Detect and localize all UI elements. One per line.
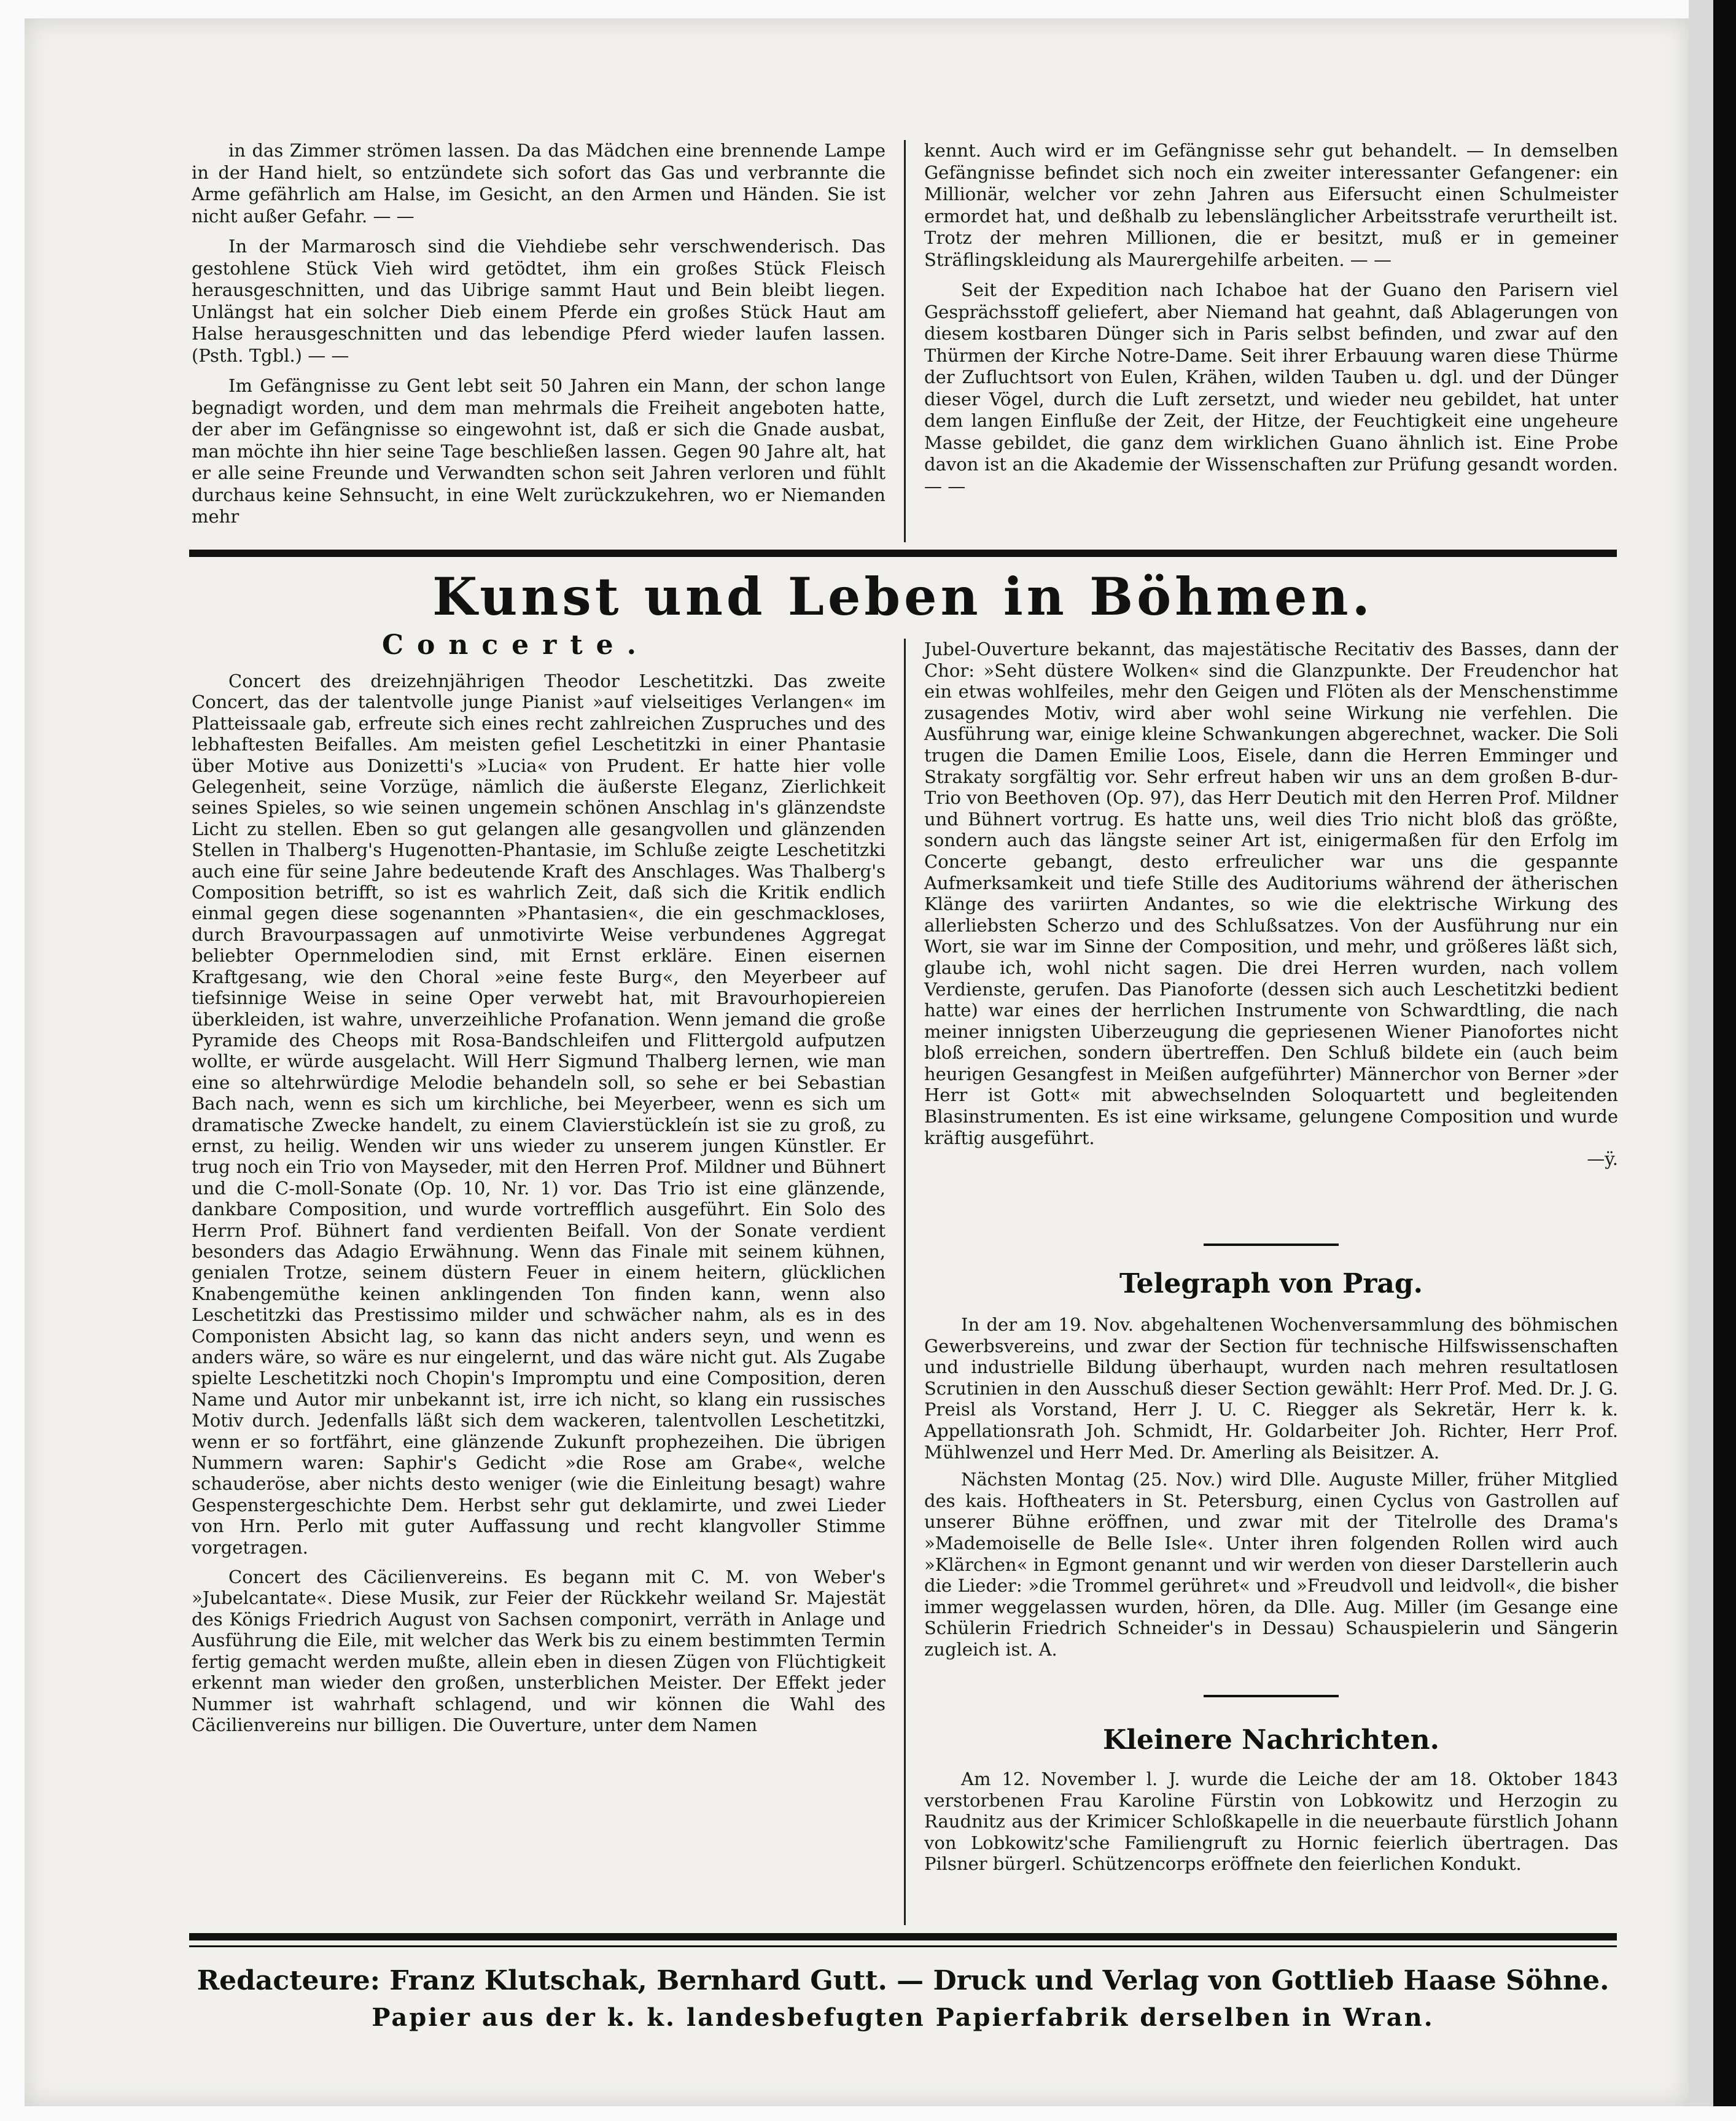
footer-divider-thin — [189, 1945, 1617, 1947]
footer-divider — [189, 1933, 1617, 1940]
kleinere-column — [924, 1769, 1618, 1881]
telegraph-title: Telegraph von Prag. — [1119, 1268, 1423, 1299]
section-divider — [189, 550, 1617, 557]
article-paragraph: Concert des Cäcilienvereins. Es begann mit C. M. von Weber's »Jubelcantate«. Diese Musik, zur Feier der Rückkehr weiland Sr. Majestät des Königs Friedrich August von Sachsen componirt, verräth in Anlage und Ausführung die Eile, mit welcher das Werk bis zu einem bestimmten Termin fertig gemacht werden mußte, allein eben in diesen Zügen von Flüchtigkeit erkennt man wieder den großen, unsterblichen Meister. Der Effekt jeder Nummer ist wahrhaft schlagend, und wir können die Wahl des Cäcilienvereins nur billigen. Die Ouverture, unter dem Namen — [192, 1566, 886, 1735]
article-paragraph: In der am 19. Nov. abgehaltenen Wochenversammlung des böhmischen Gewerbsvereins, und zwar der Section für technische Hilfswissenschaften und industrielle Bildung überhaupt, wurden nach mehren resultatlosen Scrutinien in den Ausschuß dieser Section gewählt: Herr Prof. Med. Dr. J. G. Preisl als Vorstand, Herr J. U. C. Riegger als Sekretär, Herr k. k. Appellationsrath Joh. Schmidt, Hr. Goldarbeiter Joh. Richter, Herr Prof. Mühlwenzel und Herr Med. Dr. Amerling als Beisitzer. A. — [924, 1314, 1618, 1463]
top-left-column — [192, 140, 886, 537]
article-paragraph: Nächsten Montag (25. Nov.) wird Dlle. Auguste Miller, früher Mitglied des kais. Hoftheaters in St. Petersburg, einen Cyclus von Gastrollen auf unserer Bühne eröffnen, und zwar mit der Titelrolle des Drama's »Mademoiselle de Belle Isle«. Unter ihren folgenden Rollen wird auch »Klärchen« in Egmont genannt und wir werden von dieser Darstellerin auch die Lieder: »die Trommel gerühret« und »Freudvoll und leidvoll«, die bisher immer weggelassen wurden, hören, da Dlle. Aug. Miller (im Gesange eine Schülerin Friedrich Schneider's in Dessau) Schauspielerin und Sängerin zugleich ist. A. — [924, 1469, 1618, 1660]
kleinere-title: Kleinere Nachrichten. — [1103, 1724, 1439, 1756]
scan-border-bottom — [0, 2106, 1736, 2121]
scan-border-top — [0, 0, 1713, 18]
article-paragraph: In der Marmarosch sind die Viehdiebe sehr verschwenderisch. Das gestohlene Stück Vieh wird getödtet, ihm ein großes Stück Fleisch herausgeschnitten, und das Uibrige sammt Haut und Bein bleibt liegen. Unlängst hat ein solcher Dieb einem Pferde ein großes Stück Haut am Halse herausgeschnitten und das lebendige Pferd wieder laufen lassen. (Psth. Tgbl.) — — — [192, 236, 886, 366]
scan-border-left — [0, 0, 25, 2121]
article-paragraph: Jubel-Ouverture bekannt, das majestätische Recitativ des Basses, dann der Chor: »Seht düstere Wolken« sind die Glanzpunkte. Der Freudenchor hat ein etwas wohlfeiles, mehr den Geigen und Flöten als der Menschenstimme zusagendes Motiv, wird aber wohl seine Wirkung nie verfehlen. Die Ausführung war, einige kleine Schwankungen abgerechnet, wacker. Die Soli trugen die Damen Emilie Loos, Eisele, dann die Herren Emminger und Strakaty sorgfältig vor. Sehr erfreut haben wir uns an dem großen B-dur-Trio von Beethoven (Op. 97), das Herr Deutich mit den Herren Prof. Mildner und Bühnert vortrug. Es hatte uns, weil dies Trio nicht bloß das größte, sondern auch das längste seiner Art ist, einigermaßen für den Erfolg im Concerte gebangt, desto erfreulicher war uns die gespannte Aufmerksamkeit und tiefe Stille des Auditoriums während der ätherischen Klänge des variirten Andantes, so wie die elektrische Wirkung des allerliebsten Scherzo und des Schlußsatzes. Von der Ausführung nur ein Wort, sie war im Sinne der Composition, und mehr, und größeres läßt sich, glaube ich, wohl nicht sagen. Die drei Herren wurden, nach vollem Verdienste, gerufen. Das Pianoforte (dessen sich auch Leschetitzki bedient hatte) war eines der herrlichen Instrumente von Schwardtling, die nach meiner innigsten Uiberzeugung die gepriesenen Wiener Pianofortes nicht bloß erreichen, sondern übertreffen. Den Schluß bildete ein (auch beim heurigen Gesangfest in Meißen aufgeführter) Männerchor von Berner »der Herr ist Gott« mit abwechselnden Soloquartett und begleitenden Blasinstrumenten. Es ist eine wirksame, gelungene Composition und wurde kräftig ausgeführt. — [924, 639, 1618, 1148]
footer-imprint: Redacteure: Franz Klutschak, Bernhard Gutt. — Druck und Verlag von Gottlieb Haase Söhne. — [197, 1965, 1609, 1996]
concerte-title: Concerte. — [382, 629, 650, 661]
article-paragraph: Am 12. November l. J. wurde die Leiche der am 18. Oktober 1843 verstorbenen Frau Karoline Fürstin von Lobkowitz und Herzogin zu Raudnitz aus der Krimicer Schloßkapelle in die neuerbaute fürstlich Johann von Lobkowitz'sche Familiengruft zu Hornic feierlich übertragen. Das Pilsner bürgerl. Schützencorps eröffnete den feierlichen Kondukt. — [924, 1769, 1618, 1875]
telegraph-column — [924, 1314, 1618, 1667]
concerte-left-column — [192, 671, 886, 1744]
column-divider — [904, 639, 906, 1925]
short-divider — [1204, 1695, 1339, 1697]
top-right-column — [924, 140, 1618, 506]
section-headline: Kunst und Leben in Böhmen. — [432, 566, 1374, 627]
article-paragraph: Concert des dreizehnjährigen Theodor Leschetitzki. Das zweite Concert, das der talentvolle junge Pianist »auf vielseitiges Verlangen« im Platteissaale gab, erfreute sich eines recht zahlreichen Zuspruches und des lebhaftesten Beifalles. Am meisten gefiel Leschetitzki in einer Phantasie über Motive aus Donizetti's »Lucia« von Prudent. Er hatte hier volle Gelegenheit, seine Vorzüge, nämlich die äußerste Eleganz, Zierlichkeit seines Spieles, so wie seinen ungemein schönen Anschlag in's glänzendste Licht zu stellen. Eben so gut gelangen alle gesangvollen und glänzenden Stellen in Thalberg's Hugenotten-Phantasie, im Schluße zeigte Leschetitzki auch eine für seine Jahre bedeutende Kraft des Anschlages. Was Thalberg's Composition betrifft, so ist es wahrlich Zeit, daß sich die Kritik endlich einmal gegen diese sogenannten »Phantasien«, die ein geschmackloses, durch Bravourpassagen auf unmotivirte Weise verbundenes Aggregat beliebter Opernmelodien sind, mit Ernst erkläre. Einen eisernen Kraftgesang, wie den Choral »eine feste Burg«, den Meyerbeer auf tiefsinnige Weise in seine Oper verwebt hat, mit Bravourhopiereien überkleiden, ist wahre, unverzeihliche Profanation. Wenn jemand die große Pyramide des Cheops mit Rosa-Bandschleifen und Flittergold aufputzen wollte, er würde ausgelacht. Will Herr Sigmund Thalberg lernen, wie man eine so altehrwürdige Melodie behandeln soll, so sehe er bei Sebastian Bach nach, wenn es sich um kirchliche, bei Meyerbeer, wenn es sich um dramatische Zwecke handelt, zu einem Clavierstückleín ist sie zu groß, zu ernst, zu heilig. Wenden wir uns wieder zu unserem jungen Künstler. Er trug noch ein Trio von Mayseder, mit den Herren Prof. Mildner und Bühnert und die C-moll-Sonate (Op. 10, Nr. 1) vor. Das Trio ist eine glänzende, dankbare Composition, und wurde vortrefflich ausgeführt. Ein Solo des Herrn Prof. Bühnert fand verdienten Beifall. Von der Sonate verdient besonders das Adagio Erwähnung. Wenn das Finale mit seinem kühnen, genialen Trotze, seinem düstern Feuer in einem heitern, glücklichen Knabengemüthe keinen anklingenden Ton finden kann, wenn also Leschetitzki das Prestissimo milder und schwächer nahm, als es in des Componisten Absicht lag, so kann das nicht anders seyn, und wenn es anders wäre, so wäre es nur eingelernt, und das wäre nicht gut. Als Zugabe spielte Leschetitzki noch Chopin's Impromptu und eine Composition, deren Name und Autor mir unbekannt ist, irre ich nicht, so klang ein russisches Motiv durch. Jedenfalls läßt sich dem wackeren, talentvollen Leschetitzki, wenn er so fortfährt, eine glänzende Zukunft prophezeihen. Die übrigen Nummern waren: Saphir's Gedicht »die Rose am Grabe«, welche schauderöse, aber nichts desto weniger (wie die Einleitung besagt) wahre Gespenstergeschichte Dem. Herbst sehr gut deklamirte, und zwei Lieder von Hrn. Perlo mit guter Auffassung und recht klangvoller Stimme vorgetragen. — [192, 671, 886, 1558]
article-paragraph: Im Gefängnisse zu Gent lebt seit 50 Jahren ein Mann, der schon lange begnadigt worden, und dem man mehrmals die Freiheit angeboten hatte, der aber im Gefängnisse so eingewohnt ist, daß er sich die Gnade ausbat, man möchte ihn hier seine Tage beschließen lassen. Gegen 90 Jahre alt, hat er alle seine Freunde und Verwandten schon seit Jahren verloren und fühlt durchaus keine Sehnsucht, in eine Welt zurückzukehren, wo er Niemanden mehr — [192, 375, 886, 527]
footer-paper-note: Papier aus der k. k. landesbefugten Papierfabrik derselben in Wran. — [372, 2003, 1434, 2032]
article-paragraph: in das Zimmer strömen lassen. Da das Mädchen eine brennende Lampe in der Hand hielt, so entzündete sich sofort das Gas und verbrannte die Arme gefährlich am Halse, im Gesicht, an den Armen und Händen. Sie ist nicht außer Gefahr. — — — [192, 140, 886, 227]
article-signature: —ÿ. — [1587, 1148, 1618, 1170]
concerte-right-column — [924, 639, 1618, 1170]
short-divider — [1204, 1243, 1339, 1246]
article-paragraph: kennt. Auch wird er im Gefängnisse sehr gut behandelt. — In demselben Gefängnisse befindet sich noch ein zweiter interessanter Gefangener: ein Millionär, welcher vor zehn Jahren aus Eifersucht einen Schulmeister ermordet hat, und deßhalb zu lebenslänglicher Arbeitsstrafe verurtheilt ist. Trotz der mehren Millionen, die er besitzt, muß er in gemeiner Sträflingskleidung als Maurergehilfe arbeiten. — — — [924, 140, 1618, 270]
scan-shadow-right — [1713, 0, 1736, 2121]
article-paragraph: Seit der Expedition nach Ichaboe hat der Guano den Parisern viel Gesprächsstoff geliefert, aber Niemand hat geahnt, daß Ablagerungen von diesem kostbaren Dünger sich in Paris selbst befinden, und zwar auf den Thürmen der Kirche Notre-Dame. Seit ihrer Erbauung waren diese Thürme der Zufluchtsort von Eulen, Krähen, wilden Tauben u. dgl. und der Dünger dieser Vögel, durch die Luft zersetzt, und wieder neu gebildet, hat unter dem langen Einfluße der Zeit, der Hitze, der Feuchtigkeit eine ungeheure Masse gebildet, die ganz dem wirklichen Guano ähnlich ist. Eine Probe davon ist an die Akademie der Wissenschaften zur Prüfung gesandt worden. — — — [924, 279, 1618, 497]
column-divider — [904, 140, 906, 542]
